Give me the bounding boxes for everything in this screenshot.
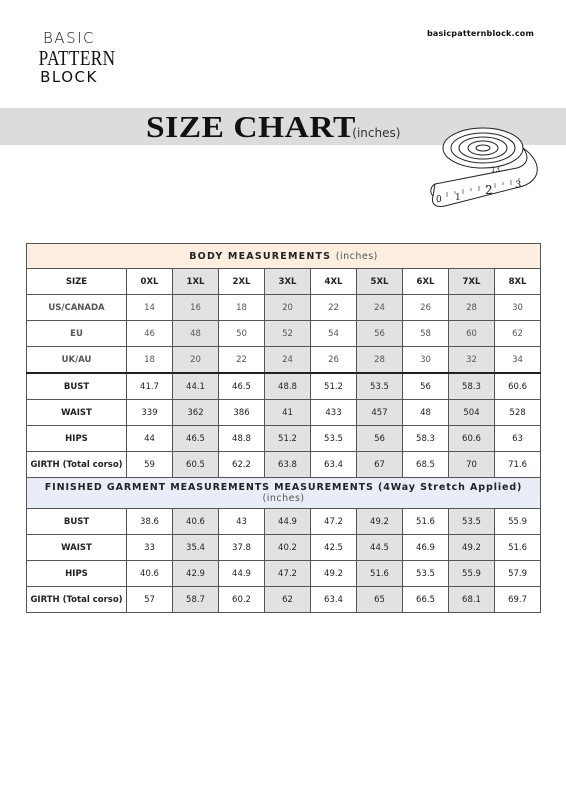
table-cell: 42.9 bbox=[173, 561, 219, 587]
table-cell: 49.2 bbox=[357, 509, 403, 535]
logo-line-basic: BASIC bbox=[42, 29, 95, 47]
title-unit: (inches) bbox=[352, 126, 401, 140]
table-cell: 68.1 bbox=[449, 587, 495, 613]
table-row bbox=[27, 587, 541, 613]
row-label: GIRTH (Total corso) bbox=[27, 587, 127, 613]
table-cell: 26 bbox=[403, 295, 449, 321]
table-cell: 433 bbox=[311, 400, 357, 426]
tape-label-13: 13 bbox=[491, 166, 500, 174]
table-cell: 49.2 bbox=[449, 535, 495, 561]
table-cell: 57 bbox=[127, 587, 173, 613]
table-cell: 60.5 bbox=[173, 452, 219, 478]
size-header-label: SIZE bbox=[27, 269, 127, 295]
table-cell: 28 bbox=[357, 347, 403, 374]
table-cell: 33 bbox=[127, 535, 173, 561]
logo-line-block: BLOCK bbox=[40, 68, 98, 86]
table-row bbox=[27, 373, 541, 400]
table-row bbox=[27, 321, 541, 347]
logo-line-pattern: PATTERN bbox=[38, 46, 116, 70]
table-cell: 47.2 bbox=[311, 509, 357, 535]
table-cell: 339 bbox=[127, 400, 173, 426]
table-cell: 49.2 bbox=[311, 561, 357, 587]
table-cell: 26 bbox=[311, 347, 357, 374]
table-cell: 30 bbox=[403, 347, 449, 374]
table-cell: 35.4 bbox=[173, 535, 219, 561]
table-cell: 65 bbox=[357, 587, 403, 613]
size-column-header: 6XL bbox=[403, 269, 449, 295]
table-cell: 71.6 bbox=[495, 452, 541, 478]
website-link[interactable]: basicpatternblock.com bbox=[426, 29, 534, 38]
table-row bbox=[27, 400, 541, 426]
table-cell: 46.5 bbox=[173, 426, 219, 452]
table-row bbox=[27, 347, 541, 374]
table-cell: 34 bbox=[495, 347, 541, 374]
table-cell: 28 bbox=[449, 295, 495, 321]
table-cell: 504 bbox=[449, 400, 495, 426]
table-row bbox=[27, 535, 541, 561]
table-cell: 63.4 bbox=[311, 452, 357, 478]
garment-measurements-title: FINISHED GARMENT MEASUREMENTS MEASUREMENTS (4Way Stretch Applied) bbox=[44, 482, 523, 493]
table-cell: 46.5 bbox=[219, 373, 265, 400]
table-cell: 52 bbox=[265, 321, 311, 347]
size-column-header: 5XL bbox=[357, 269, 403, 295]
table-cell: 56 bbox=[403, 373, 449, 400]
table-cell: 14 bbox=[127, 295, 173, 321]
table-cell: 20 bbox=[265, 295, 311, 321]
table-cell: 42.5 bbox=[311, 535, 357, 561]
table-cell: 56 bbox=[357, 426, 403, 452]
table-cell: 41 bbox=[265, 400, 311, 426]
size-column-header: 7XL bbox=[449, 269, 495, 295]
row-label: WAIST bbox=[27, 535, 127, 561]
table-cell: 40.2 bbox=[265, 535, 311, 561]
table-cell: 51.2 bbox=[265, 426, 311, 452]
size-column-header: 2XL bbox=[219, 269, 265, 295]
table-cell: 55.9 bbox=[495, 509, 541, 535]
table-cell: 63 bbox=[495, 426, 541, 452]
table-cell: 62 bbox=[265, 587, 311, 613]
table-cell: 20 bbox=[173, 347, 219, 374]
table-cell: 58.3 bbox=[449, 373, 495, 400]
size-chart-table bbox=[26, 243, 541, 613]
table-cell: 44.5 bbox=[357, 535, 403, 561]
row-label: WAIST bbox=[27, 400, 127, 426]
table-cell: 60.2 bbox=[219, 587, 265, 613]
table-cell: 18 bbox=[219, 295, 265, 321]
tape-label-0: 0 bbox=[436, 195, 442, 205]
table-cell: 58.7 bbox=[173, 587, 219, 613]
row-label: HIPS bbox=[27, 426, 127, 452]
table-cell: 53.5 bbox=[403, 561, 449, 587]
table-cell: 457 bbox=[357, 400, 403, 426]
table-cell: 24 bbox=[265, 347, 311, 374]
table-cell: 48 bbox=[173, 321, 219, 347]
table-row bbox=[27, 561, 541, 587]
table-cell: 51.6 bbox=[403, 509, 449, 535]
body-measurements-title: BODY MEASUREMENTS bbox=[189, 250, 332, 262]
table-cell: 18 bbox=[127, 347, 173, 374]
garment-measurements-unit: (inches) bbox=[262, 493, 305, 504]
size-column-header: 0XL bbox=[127, 269, 173, 295]
size-header-row bbox=[27, 269, 541, 295]
table-row bbox=[27, 452, 541, 478]
table-cell: 58 bbox=[403, 321, 449, 347]
page-title bbox=[146, 108, 400, 145]
table-cell: 44 bbox=[127, 426, 173, 452]
table-cell: 51.6 bbox=[357, 561, 403, 587]
table-cell: 53.5 bbox=[449, 509, 495, 535]
table-cell: 40.6 bbox=[127, 561, 173, 587]
table-cell: 47.2 bbox=[265, 561, 311, 587]
table-cell: 62.2 bbox=[219, 452, 265, 478]
table-cell: 386 bbox=[219, 400, 265, 426]
row-label: BUST bbox=[27, 373, 127, 400]
table-cell: 43 bbox=[219, 509, 265, 535]
row-label: UK/AU bbox=[27, 347, 127, 374]
table-cell: 51.6 bbox=[495, 535, 541, 561]
body-measurements-row bbox=[27, 244, 541, 269]
table-cell: 46 bbox=[127, 321, 173, 347]
table-cell: 50 bbox=[219, 321, 265, 347]
table-cell: 69.7 bbox=[495, 587, 541, 613]
table-row bbox=[27, 426, 541, 452]
table-cell: 22 bbox=[219, 347, 265, 374]
body-measurements-unit: (inches) bbox=[335, 250, 378, 262]
table-row bbox=[27, 509, 541, 535]
table-cell: 51.2 bbox=[311, 373, 357, 400]
table-cell: 44.9 bbox=[219, 561, 265, 587]
tape-label-2: 2 bbox=[485, 183, 493, 197]
table-cell: 44.1 bbox=[173, 373, 219, 400]
size-column-header: 1XL bbox=[173, 269, 219, 295]
table-cell: 54 bbox=[311, 321, 357, 347]
table-cell: 60.6 bbox=[449, 426, 495, 452]
table-cell: 24 bbox=[357, 295, 403, 321]
size-chart-body bbox=[27, 244, 541, 613]
table-cell: 528 bbox=[495, 400, 541, 426]
table-cell: 62 bbox=[495, 321, 541, 347]
tape-label-1: 1 bbox=[455, 193, 461, 203]
row-label: BUST bbox=[27, 509, 127, 535]
table-cell: 30 bbox=[495, 295, 541, 321]
size-column-header: 8XL bbox=[495, 269, 541, 295]
table-cell: 60 bbox=[449, 321, 495, 347]
table-cell: 63.8 bbox=[265, 452, 311, 478]
table-cell: 32 bbox=[449, 347, 495, 374]
table-cell: 38.6 bbox=[127, 509, 173, 535]
table-cell: 48.8 bbox=[265, 373, 311, 400]
table-cell: 53.5 bbox=[311, 426, 357, 452]
table-cell: 40.6 bbox=[173, 509, 219, 535]
size-column-header: 4XL bbox=[311, 269, 357, 295]
table-row bbox=[27, 295, 541, 321]
size-column-header: 3XL bbox=[265, 269, 311, 295]
body-measurements-header bbox=[27, 244, 541, 269]
table-cell: 41.7 bbox=[127, 373, 173, 400]
table-cell: 68.5 bbox=[403, 452, 449, 478]
brand-logo bbox=[32, 29, 116, 86]
table-cell: 16 bbox=[173, 295, 219, 321]
table-cell: 60.6 bbox=[495, 373, 541, 400]
table-cell: 22 bbox=[311, 295, 357, 321]
table-cell: 48.8 bbox=[219, 426, 265, 452]
garment-measurements-row bbox=[27, 478, 541, 509]
row-label: GIRTH (Total corso) bbox=[27, 452, 127, 478]
measuring-tape-icon bbox=[425, 122, 547, 214]
tape-label-3: 3 bbox=[515, 180, 522, 191]
garment-measurements-header bbox=[27, 478, 541, 509]
table-cell: 57.9 bbox=[495, 561, 541, 587]
table-cell: 66.5 bbox=[403, 587, 449, 613]
row-label: US/CANADA bbox=[27, 295, 127, 321]
table-cell: 56 bbox=[357, 321, 403, 347]
table-cell: 70 bbox=[449, 452, 495, 478]
table-cell: 37.8 bbox=[219, 535, 265, 561]
table-cell: 362 bbox=[173, 400, 219, 426]
table-cell: 63.4 bbox=[311, 587, 357, 613]
title-main: SIZE CHART bbox=[146, 109, 356, 144]
table-cell: 44.9 bbox=[265, 509, 311, 535]
table-cell: 53.5 bbox=[357, 373, 403, 400]
table-cell: 46.9 bbox=[403, 535, 449, 561]
table-cell: 59 bbox=[127, 452, 173, 478]
table-cell: 67 bbox=[357, 452, 403, 478]
table-cell: 58.3 bbox=[403, 426, 449, 452]
row-label: EU bbox=[27, 321, 127, 347]
row-label: HIPS bbox=[27, 561, 127, 587]
table-cell: 48 bbox=[403, 400, 449, 426]
table-cell: 55.9 bbox=[449, 561, 495, 587]
